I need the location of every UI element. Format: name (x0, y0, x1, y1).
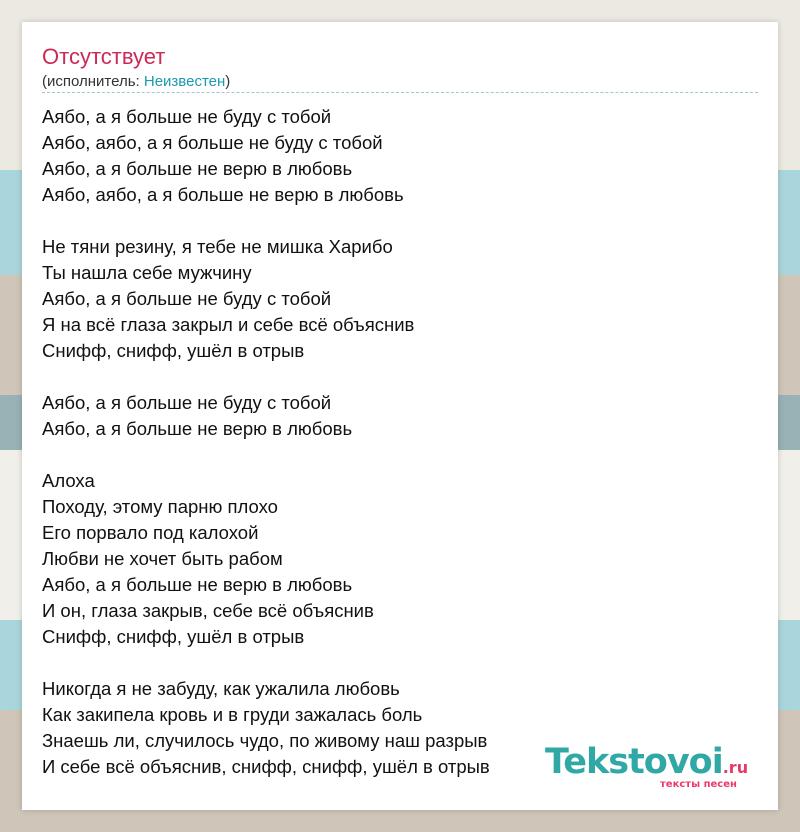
stanza-gap (42, 650, 758, 676)
artist-suffix: ) (225, 73, 231, 90)
lyric-line: Аябо, аябо, а я больше не буду с тобой (42, 132, 383, 153)
stanza-gap (42, 208, 758, 234)
logo-tagline: тексты песен (660, 779, 737, 790)
lyric-line: Любви не хочет быть рабом (42, 548, 283, 569)
artist-line (42, 73, 230, 91)
artist-link[interactable]: Неизвестен (143, 73, 226, 90)
lyrics-card (22, 22, 778, 810)
lyrics-body (42, 104, 758, 780)
lyric-line: Его порвало под калохой (42, 522, 259, 543)
stanza (42, 390, 758, 442)
lyric-line: Аябо, аябо, а я больше не верю в любовь (42, 184, 404, 205)
artist-prefix: (исполнитель: (42, 73, 144, 90)
lyric-line: Походу, этому парню плохо (42, 496, 278, 517)
lyric-line: Аябо, а я больше не буду с тобой (42, 106, 332, 127)
lyric-line: Аябо, а я больше не верю в любовь (42, 574, 353, 595)
song-title: Отсутствует (42, 44, 166, 69)
logo-domain-suffix: .ru (722, 758, 749, 777)
stanza-gap (42, 364, 758, 390)
lyric-line: Не тяни резину, я тебе не мишка Харибо (42, 236, 393, 257)
lyric-line: Знаешь ли, случилось чудо, по живому наш разрыв (42, 730, 488, 751)
stanza (42, 234, 758, 364)
stanza-gap (42, 442, 758, 468)
logo-main-text: Tekstovoi (545, 742, 723, 782)
lyric-line: И он, глаза закрыв, себе всё объяснив (42, 600, 374, 621)
title-divider (42, 92, 758, 93)
lyric-line: Никогда я не забуду, как ужалила любовь (42, 678, 400, 699)
lyric-line: Снифф, снифф, ушёл в отрыв (42, 626, 305, 647)
lyric-line: Я на всё глаза закрыл и себе всё объяснив (42, 314, 415, 335)
lyric-line: Аябо, а я больше не буду с тобой (42, 288, 332, 309)
lyric-line: Ты нашла себе мужчину (42, 262, 252, 283)
site-logo[interactable] (545, 742, 775, 792)
lyric-line: Снифф, снифф, ушёл в отрыв (42, 340, 305, 361)
lyric-line: Аябо, а я больше не верю в любовь (42, 418, 353, 439)
lyric-line: Алоха (42, 470, 95, 491)
lyric-line: Аябо, а я больше не верю в любовь (42, 158, 353, 179)
lyric-line: И себе всё объяснив, снифф, снифф, ушёл в отрыв (42, 756, 490, 777)
stanza (42, 468, 758, 650)
lyric-line: Аябо, а я больше не буду с тобой (42, 392, 332, 413)
lyric-line: Как закипела кровь и в груди зажалась боль (42, 704, 423, 725)
stanza (42, 104, 758, 208)
